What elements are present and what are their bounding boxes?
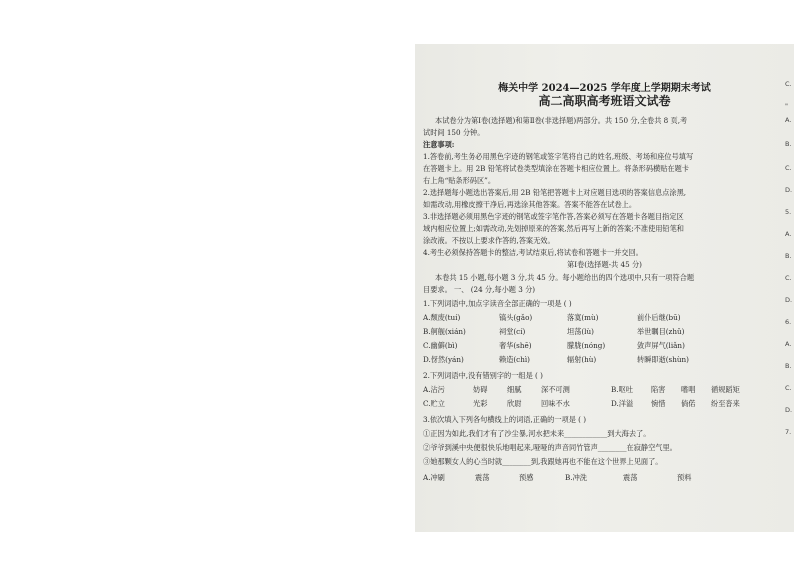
q2-word: 惋惜 (651, 399, 666, 408)
q2-word: 回味不水 (541, 399, 570, 408)
q2-option-c: C.贮立 (423, 399, 445, 408)
note-line: 3.非选择题必须用黑色字迹的钢笔或签字笔作答,答案必须写在答题卡各题目指定区 (423, 212, 684, 221)
edge-fragment: 6. (785, 318, 792, 326)
edge-fragment: A. (785, 116, 792, 124)
intro-line-1: 本试卷分为第Ⅰ卷(选择题)和第Ⅱ卷(非选择题)两部分。共 150 分,全卷共 8 页,考 (435, 116, 688, 125)
q3-word: 震荡 (623, 473, 638, 482)
q3-sentence: ③她那颗女人的心当时就________到,我跟她再也不能在这个世界上见面了。 (423, 457, 663, 466)
q3-stem: 3.依次填入下列各句横线上的词语,正确的一项是 ( ) (423, 415, 587, 424)
q2-word: 循规蹈矩 (711, 385, 740, 394)
q1-word: 奢华(shē) (499, 341, 532, 350)
edge-fragment: D. (785, 186, 793, 194)
school-exam-line: 梅关中学 2024—2025 学年度上学期期末考试 (498, 83, 711, 94)
edge-fragment: D. (785, 406, 793, 414)
q2-word: 纷至沓来 (711, 399, 740, 408)
edge-fragment: " (785, 102, 788, 110)
note-line: 域内相应位置上;如需改动,先划掉原来的答案,然后再写上新的答案;不准使用铅笔和 (423, 224, 684, 233)
edge-fragment: C. (785, 164, 792, 172)
q1-word: 赖造(chì) (499, 355, 530, 364)
q3-word: 震荡 (475, 473, 490, 482)
edge-fragment: B. (785, 362, 792, 370)
note-line: 如需改动,用橡皮擦干净后,再选涂其他答案。答案不能答在试卷上。 (423, 200, 637, 209)
q1-stem: 1.下列词语中,加点字读音全部正确的一项是 ( ) (423, 299, 572, 308)
edge-fragment: 5. (785, 208, 792, 216)
q1-option-a: A.颓废(tuí) (423, 313, 461, 322)
note-line: 1.答卷前,考生务必用黑色字迹的钢笔或签字笔将自己的姓名,班级、考场和座位号填写 (423, 152, 694, 161)
q1-option-b: B.舸舰(xián) (423, 327, 466, 336)
q1-word: 朦胧(nóng) (567, 341, 606, 350)
next-page-edge (785, 80, 794, 540)
exam-paper-photo (415, 44, 794, 532)
edge-fragment: D. (785, 296, 793, 304)
edge-fragment: 7. (785, 428, 792, 436)
q2-word: 深不可测 (541, 385, 570, 394)
q3-option-b: B.冲洗 (565, 473, 587, 482)
edge-fragment: C. (785, 274, 792, 282)
section-1-desc: 目要求。 一、 (24 分,每小题 3 分) (423, 285, 536, 294)
q2-word: 细腻 (507, 385, 522, 394)
q3-word: 预感 (519, 473, 534, 482)
note-line: 右上角“贴条形码区”。 (423, 176, 496, 185)
q1-word: 举世瞩目(zhǔ) (637, 327, 685, 336)
q2-word: 嗜唱 (681, 385, 696, 394)
section-1-title: 第Ⅰ卷(选择题-共 45 分) (567, 260, 642, 269)
edge-fragment: A. (785, 230, 792, 238)
q1-word: 祠堂(cí) (499, 327, 526, 336)
note-line: 4.考生必须保持答题卡的整洁,考试结束后,将试卷和答题卡一并交回。 (423, 248, 643, 257)
notes-heading: 注意事项: (423, 140, 455, 149)
q2-option-d: D.洋溢 (611, 399, 634, 408)
q1-option-c: C.幽僻(bì) (423, 341, 458, 350)
edge-fragment: C. (785, 80, 792, 88)
q2-word: 妨碍 (473, 385, 488, 394)
q3-sentence: ①正因为如此,我们才有了沙尘暴,河水把未来____________到大海去了。 (423, 429, 651, 438)
q1-word: 落寞(mù) (567, 313, 599, 322)
q2-word: 欣尉 (507, 399, 522, 408)
q1-word: 辐射(hù) (567, 355, 597, 364)
q2-option-a: A.沾污 (423, 385, 445, 394)
edge-fragment: B. (785, 252, 792, 260)
note-line: 涂改液。不按以上要求作答的,答案无效。 (423, 236, 555, 245)
q2-word: 光彩 (473, 399, 488, 408)
q3-word: 预料 (677, 473, 692, 482)
intro-line-2: 试时间 150 分钟。 (423, 128, 485, 137)
note-line: 在答题卡上。用 2B 铅笔将试卷类型填涂在答题卡相应位置上。将条形码横贴在题卡 (423, 164, 689, 173)
edge-fragment: C. (785, 384, 792, 392)
note-line: 2.选择题每小题选出答案后,用 2B 铅笔把答题卡上对应题目选项的答案信息点涂黑, (423, 188, 687, 197)
exam-title: 高二高职高考班语文试卷 (538, 94, 671, 108)
q1-word: 敛声屏气(liǎn) (637, 341, 685, 350)
edge-fragment: A. (785, 340, 792, 348)
q2-word: 陷害 (651, 385, 666, 394)
q1-word: 镐头(gǎo) (499, 313, 533, 322)
q1-word: 前仆后继(bū) (637, 313, 681, 322)
q2-option-b: B.呕吐 (611, 385, 633, 394)
q1-word: 转瞬即逝(shùn) (637, 355, 689, 364)
q3-option-a: A.冲刷 (423, 473, 445, 482)
q2-word: 倘偌 (681, 399, 696, 408)
q2-stem: 2.下列词语中,没有错别字的一组是 ( ) (423, 371, 543, 380)
q1-word: 坦荡(lù) (567, 327, 594, 336)
q1-option-d: D.伢然(yán) (423, 355, 464, 364)
section-1-desc: 本卷共 15 小题,每小题 3 分,共 45 分。每小题给出的四个选项中,只有一项符合题 (435, 273, 695, 282)
q3-sentence: ②爷爷到溪中央便很快乐地唱起来,哑哑的声音同竹管声________在寂静空气里。 (423, 443, 677, 452)
edge-fragment: B. (785, 140, 792, 148)
